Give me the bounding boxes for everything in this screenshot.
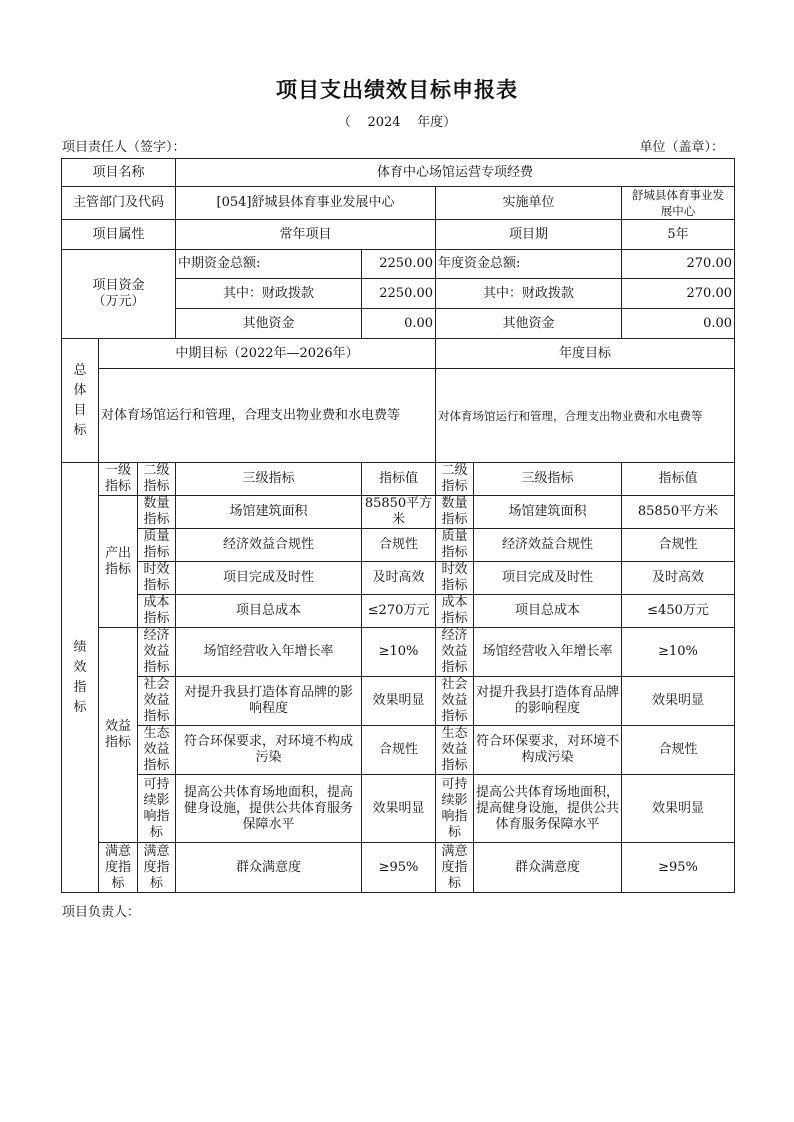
table-row bbox=[62, 726, 735, 775]
ann-level2-cell: 数量指标 bbox=[436, 496, 474, 529]
mid-other-label: 其他资金 bbox=[176, 309, 362, 339]
table-row bbox=[62, 562, 735, 595]
level3-cell: 经济效益合规性 bbox=[176, 529, 362, 562]
annual-other-label: 其他资金 bbox=[436, 309, 622, 339]
level2-cell: 成本指标 bbox=[138, 595, 176, 628]
ann-level2-cell: 社会效益指标 bbox=[436, 677, 474, 726]
value-cell: 效果明显 bbox=[362, 677, 436, 726]
indicators-label: 绩效指标 bbox=[62, 463, 99, 893]
ann-value-cell: 合规性 bbox=[622, 726, 735, 775]
value-cell: 效果明显 bbox=[362, 775, 436, 843]
row-funds-total bbox=[62, 250, 735, 279]
col-level1: 一级指标 bbox=[99, 463, 138, 496]
value-cell: ≥95% bbox=[362, 843, 436, 893]
mid-fiscal-label: 其中：财政拨款 bbox=[176, 279, 362, 309]
dept-label: 主管部门及代码 bbox=[62, 187, 176, 220]
ann-value-cell: ≥10% bbox=[622, 628, 735, 677]
ann-level3-cell: 经济效益合规性 bbox=[474, 529, 622, 562]
ann-col-level3: 三级指标 bbox=[474, 463, 622, 496]
ann-level2-cell: 经济效益指标 bbox=[436, 628, 474, 677]
impl-value: 舒城县体育事业发展中心 bbox=[622, 187, 735, 220]
mid-goal-text: 对体育场馆运行和管理，合理支出物业费和水电费等 bbox=[99, 369, 436, 463]
level2-cell: 可持续影响指标 bbox=[138, 775, 176, 843]
ann-level3-cell: 符合环保要求，对环境不构成污染 bbox=[474, 726, 622, 775]
annual-fiscal-value: 270.00 bbox=[622, 279, 735, 309]
row-goals-text bbox=[62, 369, 735, 463]
goals-label: 总体目标 bbox=[62, 339, 99, 463]
level2-cell: 经济效益指标 bbox=[138, 628, 176, 677]
ann-value-cell: 85850平方米 bbox=[622, 496, 735, 529]
page-title: 项目支出绩效目标申报表 bbox=[276, 77, 518, 102]
col-level2: 二级指标 bbox=[138, 463, 176, 496]
ann-level3-cell: 群众满意度 bbox=[474, 843, 622, 893]
level3-cell: 符合环保要求，对环境不构成污染 bbox=[176, 726, 362, 775]
satisfaction-label: 满意度指标 bbox=[99, 843, 138, 893]
table-row bbox=[62, 843, 735, 893]
ann-col-value: 指标值 bbox=[622, 463, 735, 496]
ann-level2-cell: 时效指标 bbox=[436, 562, 474, 595]
value-cell: ≤270万元 bbox=[362, 595, 436, 628]
declaration-table bbox=[61, 158, 735, 893]
ann-level3-cell: 场馆建筑面积 bbox=[474, 496, 622, 529]
ann-level3-cell: 项目总成本 bbox=[474, 595, 622, 628]
value-cell: 85850平方米 bbox=[362, 496, 436, 529]
mid-fiscal-value: 2250.00 bbox=[362, 279, 436, 309]
annual-other-value: 0.00 bbox=[622, 309, 735, 339]
annual-fiscal-label: 其中：财政拨款 bbox=[436, 279, 622, 309]
col-level3: 三级指标 bbox=[176, 463, 362, 496]
ann-level3-cell: 提高公共体育场地面积，提高健身设施，提供公共体育服务保障水平 bbox=[474, 775, 622, 843]
value-cell: ≥10% bbox=[362, 628, 436, 677]
annual-total-value: 270.00 bbox=[622, 250, 735, 279]
ann-level3-cell: 场馆经营收入年增长率 bbox=[474, 628, 622, 677]
period-label: 项目期 bbox=[436, 220, 622, 250]
level3-cell: 场馆经营收入年增长率 bbox=[176, 628, 362, 677]
ann-level2-cell: 成本指标 bbox=[436, 595, 474, 628]
table-row bbox=[62, 677, 735, 726]
mid-total-value: 2250.00 bbox=[362, 250, 436, 279]
col-value: 指标值 bbox=[362, 463, 436, 496]
ann-level2-cell: 满意度指标 bbox=[436, 843, 474, 893]
output-label: 产出指标 bbox=[99, 496, 138, 628]
period-value: 5年 bbox=[622, 220, 735, 250]
ann-level2-cell: 质量指标 bbox=[436, 529, 474, 562]
mid-total-label: 中期资金总额: bbox=[176, 250, 362, 279]
row-goals-header bbox=[62, 339, 735, 369]
ann-value-cell: 效果明显 bbox=[622, 677, 735, 726]
row-attribute bbox=[62, 220, 735, 250]
value-cell: 合规性 bbox=[362, 529, 436, 562]
ann-col-level2: 二级指标 bbox=[436, 463, 474, 496]
table-row bbox=[62, 628, 735, 677]
project-name-value: 体育中心场馆运营专项经费 bbox=[176, 159, 735, 187]
year-line bbox=[0, 111, 794, 130]
ann-value-cell: ≥95% bbox=[622, 843, 735, 893]
mid-other-value: 0.00 bbox=[362, 309, 436, 339]
level2-cell: 社会效益指标 bbox=[138, 677, 176, 726]
project-name-label: 项目名称 bbox=[62, 159, 176, 187]
table-row bbox=[62, 775, 735, 843]
project-leader-label: 项目负责人： bbox=[62, 905, 141, 920]
table-row bbox=[62, 595, 735, 628]
level3-cell: 群众满意度 bbox=[176, 843, 362, 893]
table-row bbox=[62, 496, 735, 529]
annual-total-label: 年度资金总额: bbox=[436, 250, 622, 279]
ann-value-cell: ≤450万元 bbox=[622, 595, 735, 628]
value-cell: 及时高效 bbox=[362, 562, 436, 595]
level3-cell: 对提升我县打造体育品牌的影响程度 bbox=[176, 677, 362, 726]
ann-value-cell: 效果明显 bbox=[622, 775, 735, 843]
attr-value: 常年项目 bbox=[176, 220, 436, 250]
ann-level3-cell: 对提升我县打造体育品牌的影响程度 bbox=[474, 677, 622, 726]
row-project-name bbox=[62, 159, 735, 187]
annual-goal-text: 对体育场馆运行和管理，合理支出物业费和水电费等 bbox=[436, 369, 735, 463]
level3-cell: 提高公共体育场地面积，提高健身设施，提供公共体育服务保障水平 bbox=[176, 775, 362, 843]
impl-label: 实施单位 bbox=[436, 187, 622, 220]
value-cell: 合规性 bbox=[362, 726, 436, 775]
funds-label: 项目资金（万元） bbox=[62, 250, 176, 339]
unit-label: 单位（盖章）： bbox=[639, 140, 724, 155]
ann-level2-cell: 生态效益指标 bbox=[436, 726, 474, 775]
ann-value-cell: 合规性 bbox=[622, 529, 735, 562]
responsible-label: 项目责任人（签字）： bbox=[62, 140, 186, 155]
year-open: （ bbox=[337, 115, 351, 130]
level2-cell: 生态效益指标 bbox=[138, 726, 176, 775]
table-row bbox=[62, 529, 735, 562]
row-indicator-header bbox=[62, 463, 735, 496]
year-close: 年度） bbox=[417, 115, 457, 130]
level3-cell: 场馆建筑面积 bbox=[176, 496, 362, 529]
annual-goal-header: 年度目标 bbox=[436, 339, 735, 369]
dept-value: [054]舒城县体育事业发展中心 bbox=[176, 187, 436, 220]
level2-cell: 质量指标 bbox=[138, 529, 176, 562]
level3-cell: 项目完成及时性 bbox=[176, 562, 362, 595]
attr-label: 项目属性 bbox=[62, 220, 176, 250]
level2-cell: 时效指标 bbox=[138, 562, 176, 595]
level3-cell: 项目总成本 bbox=[176, 595, 362, 628]
row-department bbox=[62, 187, 735, 220]
year-value: 2024 bbox=[367, 115, 401, 130]
ann-level3-cell: 项目完成及时性 bbox=[474, 562, 622, 595]
ann-value-cell: 及时高效 bbox=[622, 562, 735, 595]
level2-cell: 数量指标 bbox=[138, 496, 176, 529]
level2-cell: 满意度指标 bbox=[138, 843, 176, 893]
mid-goal-header: 中期目标（2022年—2026年） bbox=[99, 339, 436, 369]
benefit-label: 效益指标 bbox=[99, 628, 138, 843]
ann-level2-cell: 可持续影响指标 bbox=[436, 775, 474, 843]
